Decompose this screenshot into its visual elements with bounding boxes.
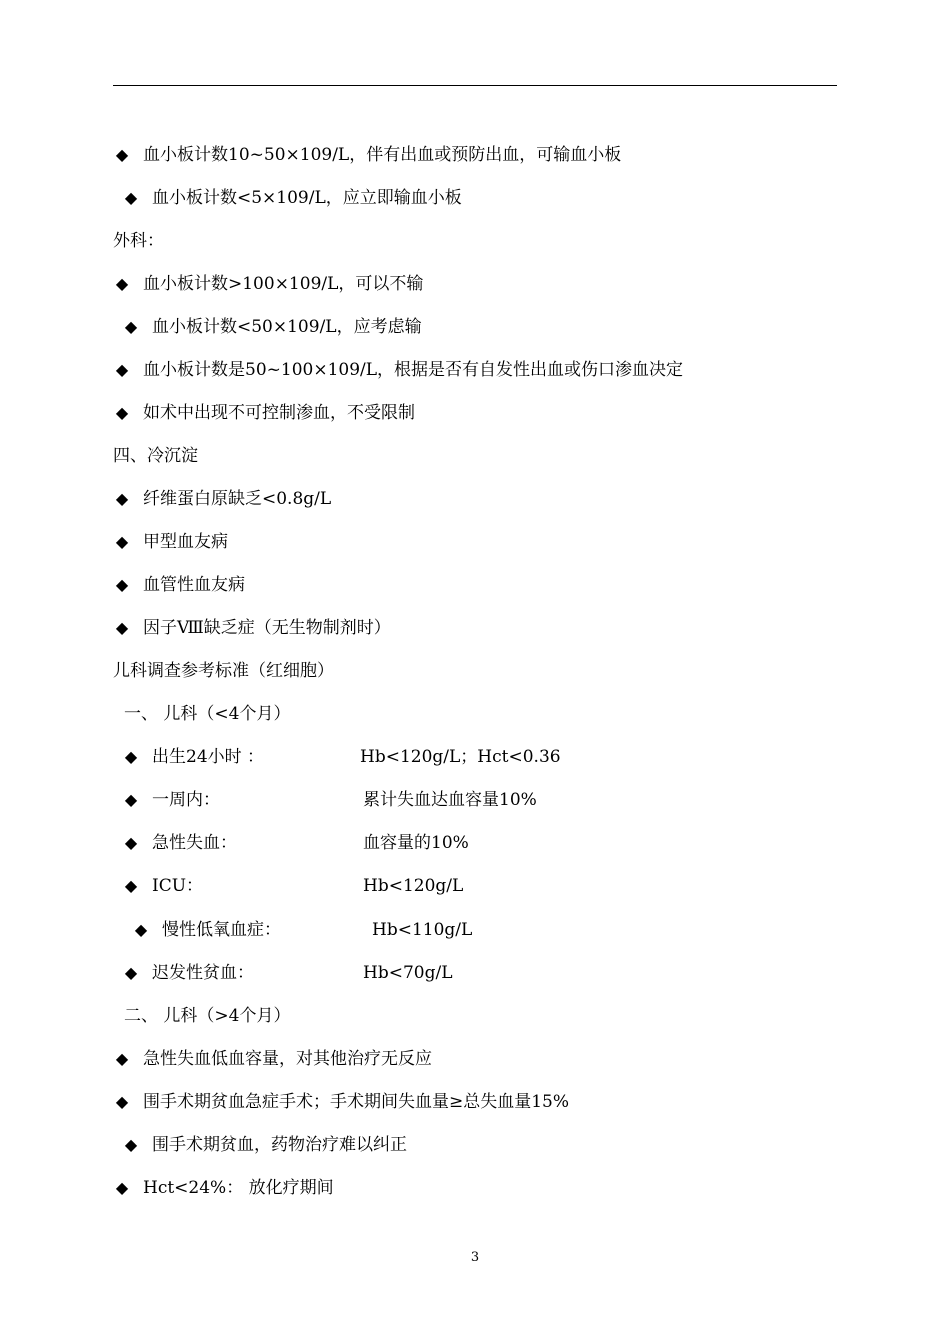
criterion-value: Hb<110g/L [372,920,473,940]
line-text: 一周内： [152,790,220,810]
bullet-diamond-icon: ◆ [124,963,138,982]
bullet-diamond-icon: ◆ [124,790,138,809]
bullet-diamond-icon: ◆ [124,747,138,766]
header-rule [113,85,837,86]
section-heading [113,231,164,251]
list-item [124,1135,407,1155]
bullet-diamond-icon: ◆ [115,532,129,551]
criterion-value: 累计失血达血容量10% [363,790,537,810]
bullet-diamond-icon: ◆ [115,360,129,379]
line-text: 因子Ⅷ缺乏症（无生物制剂时） [143,618,391,638]
list-item [115,618,391,638]
criterion-value: 血容量的10% [363,833,469,853]
list-item [115,145,621,165]
line-text: 血管性血友病 [143,575,245,595]
list-item [115,1178,334,1198]
list-item [115,532,228,552]
criterion-value: Hb<120g/L [363,876,464,896]
list-item [124,188,462,208]
list-item [115,489,331,509]
line-text: 急性失血低血容量，对其他治疗无反应 [143,1049,432,1069]
section-heading [124,704,290,724]
list-item [115,403,415,423]
line-text: 围手术期贫血急症手术；手术期间失血量≥总失血量15% [143,1092,570,1112]
line-text: 围手术期贫血，药物治疗难以纠正 [152,1135,407,1155]
line-text: Hct<24%： 放化疗期间 [143,1178,334,1198]
list-item [124,317,422,337]
list-item [124,876,464,896]
line-text: 慢性低氧血症： [162,920,281,940]
list-item [115,360,683,380]
line-text: 血小板计数<50×109/L，应考虑输 [152,317,422,337]
line-text: 甲型血友病 [143,532,228,552]
list-item [134,920,473,940]
bullet-diamond-icon: ◆ [115,403,129,422]
line-text: 四、冷沉淀 [113,446,198,466]
list-item [115,1049,432,1069]
bullet-diamond-icon: ◆ [124,1135,138,1154]
line-text: 二、 儿科（>4个月） [124,1006,291,1026]
section-heading [113,446,198,466]
list-item [115,1092,569,1112]
bullet-diamond-icon: ◆ [115,145,129,164]
line-text: 如术中出现不可控制渗血，不受限制 [143,403,415,423]
line-text: 迟发性贫血： [152,963,254,983]
line-text: 一、 儿科（<4个月） [124,704,291,724]
line-text: 出生24小时 ： [152,747,265,767]
bullet-diamond-icon: ◆ [115,575,129,594]
bullet-diamond-icon: ◆ [124,833,138,852]
section-heading [113,661,334,681]
list-item [124,963,453,983]
list-item [115,575,245,595]
criterion-value: Hb<70g/L [363,963,453,983]
line-text: 急性失血： [152,833,237,853]
bullet-diamond-icon: ◆ [115,1092,129,1111]
bullet-diamond-icon: ◆ [124,188,138,207]
bullet-diamond-icon: ◆ [115,1049,129,1068]
line-text: 血小板计数10~50×109/L，伴有出血或预防出血，可输血小板 [143,145,622,165]
line-text: 外科： [113,231,164,251]
section-heading [124,1006,290,1026]
line-text: ICU： [152,876,204,896]
line-text: 纤维蛋白原缺乏<0.8g/L [143,489,332,509]
line-text: 血小板计数>100×109/L，可以不输 [143,274,424,294]
bullet-diamond-icon: ◆ [115,618,129,637]
page-number: 3 [470,1250,480,1265]
list-item [124,790,537,810]
bullet-diamond-icon: ◆ [115,489,129,508]
list-item [124,833,469,853]
line-text: 血小板计数是50~100×109/L，根据是否有自发性出血或伤口渗血决定 [143,360,684,380]
line-text: 血小板计数<5×109/L，应立即输血小板 [152,188,462,208]
bullet-diamond-icon: ◆ [124,317,138,336]
bullet-diamond-icon: ◆ [115,274,129,293]
line-text: 儿科调查参考标准（红细胞） [113,661,334,681]
criterion-value: Hb<120g/L；Hct<0.36 [360,747,561,767]
list-item [124,747,561,767]
bullet-diamond-icon: ◆ [115,1178,129,1197]
bullet-diamond-icon: ◆ [134,920,148,939]
bullet-diamond-icon: ◆ [124,876,138,895]
list-item [115,274,423,294]
